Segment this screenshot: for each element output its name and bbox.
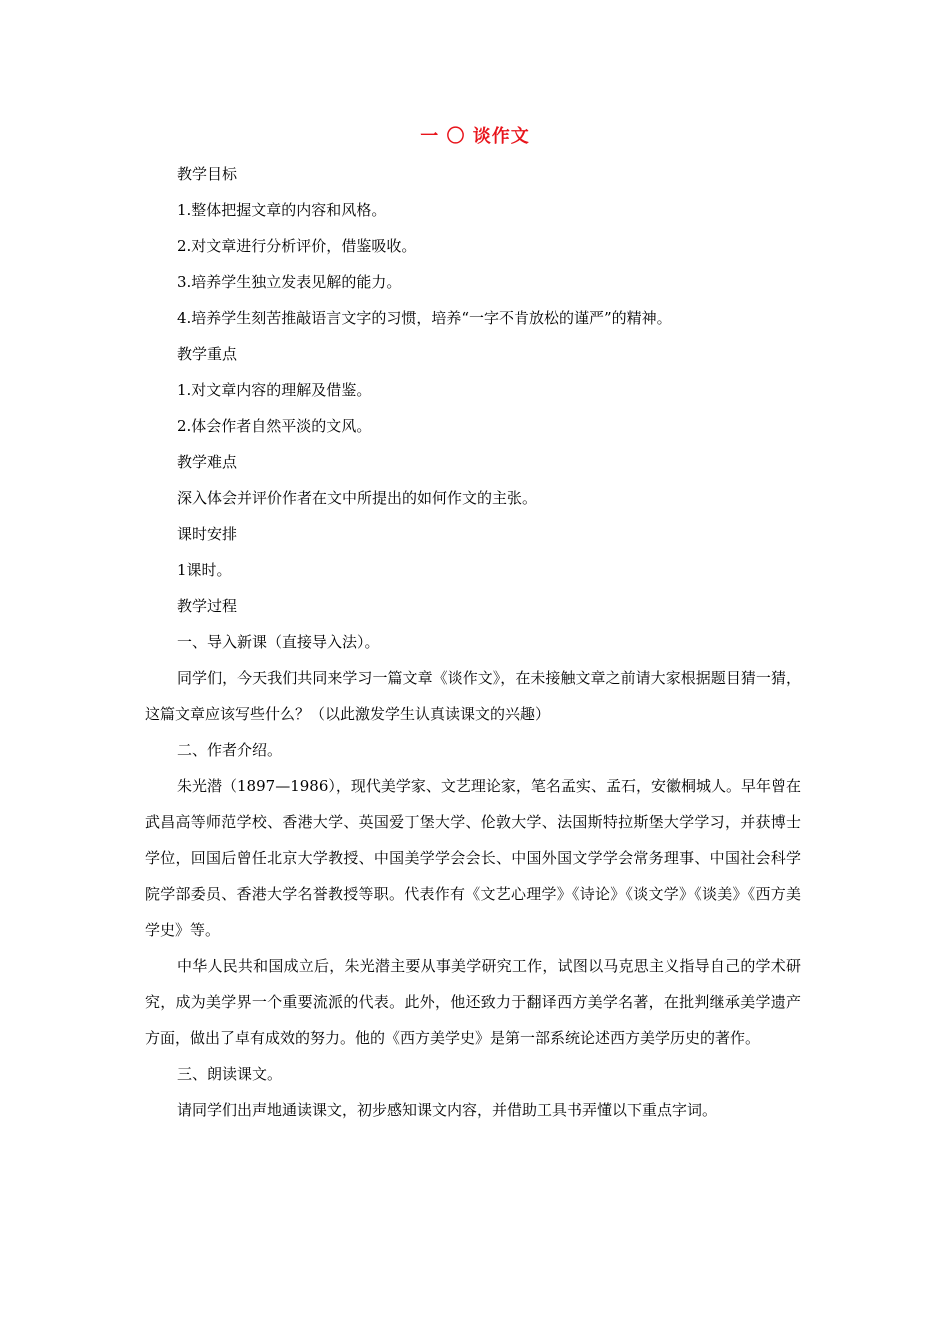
heading-process: 教学过程 — [177, 597, 238, 615]
heading-teaching-goals: 教学目标 — [177, 165, 238, 183]
step2-heading: 二、作者介绍。 — [177, 741, 283, 759]
heading-key-points: 教学重点 — [177, 345, 238, 363]
goal-item-4: 4.培养学生刻苦推敲语言文字的习惯，培养“一字不肯放松的谨严”的精神。 — [177, 309, 672, 327]
document-body — [145, 156, 801, 1128]
key-point-item-2: 2.体会作者自然平淡的文风。 — [177, 417, 372, 435]
key-point-item-1: 1.对文章内容的理解及借鉴。 — [177, 381, 372, 399]
step3-heading: 三、朗读课文。 — [177, 1065, 283, 1083]
goal-item-1: 1.整体把握文章的内容和风格。 — [177, 201, 387, 219]
author-work-paragraph: 中华人民共和国成立后，朱光潜主要从事美学研究工作，试图以马克思主义指导自己的学术研究，成为美学界一个重要流派的代表。此外，他还致力于翻译西方美学名著，在批判继承美学遗产方面，做出了卓有成效的努力。他的《西方美学史》是第一部系统论述西方美学历史的著作。 — [145, 957, 801, 1047]
step3-paragraph: 请同学们出声地通读课文，初步感知课文内容，并借助工具书弄懂以下重点字词。 — [177, 1101, 718, 1119]
goal-item-3: 3.培养学生独立发表见解的能力。 — [177, 273, 402, 291]
heading-difficulties: 教学难点 — [177, 453, 238, 471]
page-title: 一 〇 谈作文 — [420, 126, 530, 147]
schedule-text: 1课时。 — [177, 561, 232, 579]
goal-item-2: 2.对文章进行分析评价，借鉴吸收。 — [177, 237, 417, 255]
step1-heading: 一、导入新课（直接导入法）。 — [177, 633, 380, 651]
step1-paragraph: 同学们，今天我们共同来学习一篇文章《谈作文》，在未接触文章之前请大家根据题目猜一猜，这篇文章应该写些什么？（以此激发学生认真读课文的兴趣） — [145, 669, 801, 723]
author-bio-paragraph: 朱光潜（1897—1986），现代美学家、文艺理论家，笔名孟实、孟石，安徽桐城人。早年曾在武昌高等师范学校、香港大学、英国爱丁堡大学、伦敦大学、法国斯特拉斯堡大学学习，并获博士学位，回国后曾任北京大学教授、中国美学学会会长、中国外国文学学会常务理事、中国社会科学院学部委员、香港大学名誉教授等职。代表作有《文艺心理学》《诗论》《谈文学》《谈美》《西方美学史》等。 — [145, 777, 801, 939]
difficulty-text: 深入体会并评价作者在文中所提出的如何作文的主张。 — [177, 489, 538, 507]
heading-schedule: 课时安排 — [177, 525, 238, 543]
